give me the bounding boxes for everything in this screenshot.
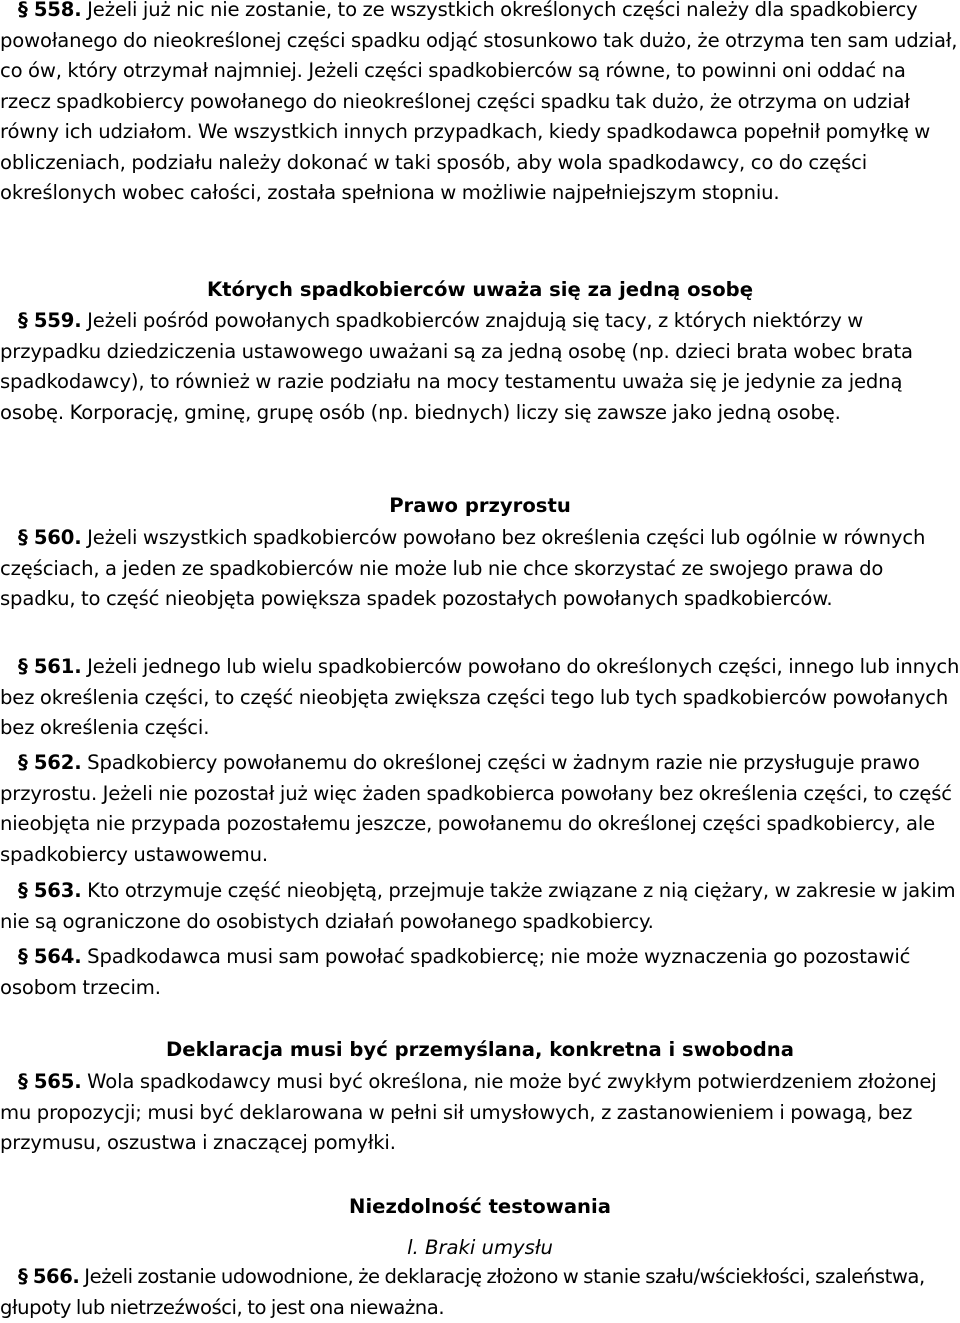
section-563 <box>0 876 960 937</box>
section-561-number <box>0 655 82 678</box>
section-number: 566. <box>32 1265 80 1288</box>
section-561-text: Jeżeli jednego lub wielu spadkobierców powołano do określonych części, innego lub innych bez określenia części, to część nieobjęta zwiększa części tego lub tych spadkobierców powołanych bez określenia części. <box>0 655 960 739</box>
section-symbol: § <box>18 945 28 968</box>
section-562-number <box>0 751 82 774</box>
section-564-number <box>0 945 82 968</box>
section-562-text: Spadkobiercy powołanemu do określonej części w żadnym razie nie przysługuje prawo przyrostu. Jeżeli nie pozostał już więc żaden spadkobierca powołany bez określenia części, to część nieobjęta nie przypada pozostałemu jeszcze, powołanemu do określonej części spadkobiercy, ale spadkobiercy ustawowemu. <box>0 751 952 866</box>
section-number: 561. <box>33 655 82 678</box>
section-symbol: § <box>18 1265 28 1288</box>
section-563-text: Kto otrzymuje część nieobjętą, przejmuje także związane z nią ciężary, w zakresie w jakim nie są ograniczone do osobistych działań powołanego spadkobiercy. <box>0 879 956 933</box>
section-number: 560. <box>33 526 82 549</box>
section-number: 563. <box>33 879 82 902</box>
section-symbol: § <box>18 526 28 549</box>
section-559-number <box>0 309 82 332</box>
section-564 <box>0 942 960 1003</box>
section-566 <box>0 1262 960 1323</box>
section-562 <box>0 748 960 870</box>
section-symbol: § <box>18 309 28 332</box>
section-number: 564. <box>33 945 82 968</box>
section-symbol: § <box>18 1070 28 1093</box>
heading-one-person: Których spadkobierców uważa się za jedną osobę <box>206 278 753 301</box>
section-558 <box>0 0 960 209</box>
heading-accrual-right: Prawo przyrostu <box>389 494 571 517</box>
section-564-text: Spadkodawca musi sam powołać spadkobiercę; nie może wyznaczenia go pozostawić osobom trzecim. <box>0 945 911 999</box>
subheading-mental-deficiency: l. Braki umysłu <box>407 1236 553 1259</box>
section-560-number <box>0 526 82 549</box>
heading-declaration: Deklaracja musi być przemyślana, konkretna i swobodna <box>166 1038 794 1061</box>
section-559 <box>0 306 960 428</box>
section-561 <box>0 652 960 744</box>
section-symbol: § <box>18 879 28 902</box>
section-symbol: § <box>18 0 28 21</box>
section-566-text: Jeżeli zostanie udowodnione, że deklarację złożono w stanie szału/wściekłości, szaleństwa, głupoty lub nietrzeźwości, to jest ona nieważna. <box>0 1265 925 1319</box>
section-number: 558. <box>33 0 82 21</box>
section-558-text: Jeżeli już nic nie zostanie, to ze wszystkich określonych części należy dla spadkobiercy powołanego do nieokreślonej części spadku odjąć stosunkowo tak dużo, że otrzyma ten sam udział, co ów, który otrzymał najmniej. Jeżeli części spadkobierców są równe, to powinni oni oddać na rzecz spadkobiercy powołanego do nieokreślonej części spadku tak dużo, że otrzyma on udział równy ich udziałom. We wszystkich innych przypadkach, kiedy spadkodawca popełnił pomyłkę w obliczeniach, podziału należy dokonać w taki sposób, aby wola spadkodawcy, co do części określonych wobec całości, została spełniona w możliwie najpełniejszym stopniu. <box>0 0 958 204</box>
section-symbol: § <box>18 751 28 774</box>
section-symbol: § <box>18 655 28 678</box>
heading-incapacity: Niezdolność testowania <box>349 1195 611 1218</box>
section-number: 559. <box>33 309 82 332</box>
section-565-text: Wola spadkodawcy musi być określona, nie może być zwykłym potwierdzeniem złożonej mu propozycji; musi być deklarowana w pełni sił umysłowych, z zastanowieniem i powagą, bez przymusu, oszustwa i znaczącej pomyłki. <box>0 1070 937 1154</box>
section-565-number <box>0 1070 82 1093</box>
section-number: 565. <box>33 1070 82 1093</box>
section-559-text: Jeżeli pośród powołanych spadkobierców znajdują się tacy, z których niektórzy w przypadku dziedziczenia ustawowego uważani są za jedną osobę (np. dzieci brata wobec brata spadkodawcy), to również w razie podziału na mocy testamentu uważa się je jedynie za jedną osobę. Korporację, gminę, grupę osób (np. biednych) liczy się zawsze jako jedną osobę. <box>0 309 913 424</box>
section-558-number <box>0 0 82 21</box>
section-number: 562. <box>33 751 82 774</box>
section-560-text: Jeżeli wszystkich spadkobierców powołano bez określenia części lub ogólnie w równych częściach, a jeden ze spadkobierców nie może lub nie chce skorzystać ze swojego prawa do spadku, to część nieobjęta powiększa spadek pozostałych powołanych spadkobierców. <box>0 526 926 610</box>
section-560 <box>0 523 960 615</box>
section-565 <box>0 1067 960 1159</box>
section-563-number <box>0 879 82 902</box>
section-566-number <box>0 1265 79 1288</box>
